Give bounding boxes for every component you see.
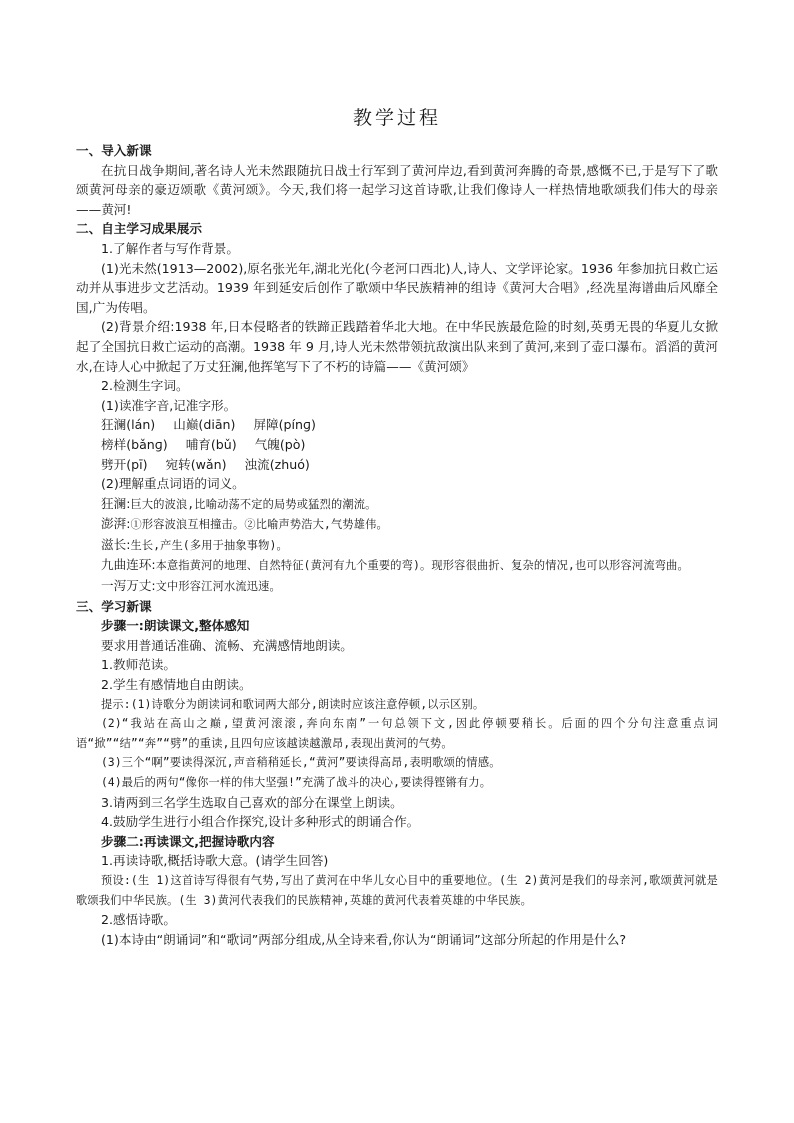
item-author-background: 1.了解作者与写作背景。 bbox=[101, 240, 239, 256]
section-heading-new-lesson: 三、学习新课 bbox=[76, 598, 152, 614]
definition-term: 九曲连环: bbox=[101, 557, 156, 573]
content-task: 2.感悟诗歌。 bbox=[101, 912, 176, 928]
document-body bbox=[76, 141, 718, 949]
vocab-row bbox=[76, 435, 718, 455]
vocab-row bbox=[76, 455, 718, 475]
vocab-word: 哺育(bǔ) bbox=[185, 436, 237, 452]
vocab-word: 浊流(zhuó) bbox=[244, 456, 310, 472]
step-two-heading: 步骤二:再读课文,把握诗歌内容 bbox=[101, 833, 275, 849]
vocab-read-instruction: (1)读准字音,记准字形。 bbox=[101, 397, 237, 413]
definition-term: 滋长: bbox=[101, 536, 131, 552]
definition-item bbox=[76, 494, 718, 515]
vocab-word: 屏障(pínɡ) bbox=[253, 417, 316, 433]
reading-tip: 提示:(1)诗歌分为朗读词和歌词两大部分,朗读时应该注意停顿,以示区别。 bbox=[101, 697, 485, 711]
reading-tip: (2)“我站在高山之巅,望黄河滚滚,奔向东南”一句总领下文,因此停顿要稍长。后面的四个分句注意重点词语“掀”“结”“奔”“劈”的重读,且四句应该越读越激昂,表现出黄河的气势。 bbox=[76, 717, 718, 750]
section-heading-self-study: 二、自主学习成果展示 bbox=[76, 221, 202, 237]
vocab-word: 气魄(pò) bbox=[254, 436, 306, 452]
author-paragraph: (1)光未然(1913—2002),原名张光年,湖北光化(今老河口西北)人,诗人、文学评论家。1936 年参加抗日救亡运动并从事进步文艺活动。1939 年到延安后创作了歌颂中华民族精神的组诗《黄河大合唱》,经冼星海谱曲后风靡全国,广为传唱。 bbox=[76, 260, 718, 315]
definition-item bbox=[76, 555, 718, 576]
page-title: 教学过程 bbox=[352, 107, 441, 129]
vocab-word: 劈开(pī) bbox=[101, 456, 148, 472]
reading-tip: (3)三个“啊”要读得深沉,声音稍稍延长,“黄河”要读得高昂,表明歌颂的情感。 bbox=[101, 756, 501, 770]
definition-item bbox=[76, 535, 718, 556]
question: (1)本诗由“朗诵词”和“歌词”两部分组成,从全诗来看,你认为“朗诵词”这部分所起的作用是什么? bbox=[101, 931, 627, 947]
vocab-meaning-instruction: (2)理解重点词语的词义。 bbox=[101, 476, 245, 492]
reading-step: 3.请两到三名学生选取自己喜欢的部分在课堂上朗读。 bbox=[101, 794, 403, 810]
reading-requirement: 要求用普通话准确、流畅、充满感情地朗读。 bbox=[101, 637, 353, 653]
vocab-word: 榜样(bǎnɡ) bbox=[101, 436, 168, 452]
step-one-heading: 步骤一:朗读课文,整体感知 bbox=[101, 618, 250, 634]
vocab-word: 狂澜(lán) bbox=[101, 417, 156, 433]
vocab-word: 宛转(wǎn) bbox=[165, 456, 227, 472]
section-heading-intro: 一、导入新课 bbox=[76, 143, 152, 158]
definition-term: 狂澜: bbox=[101, 495, 131, 511]
definition-item bbox=[76, 514, 718, 535]
reading-step: 1.教师范读。 bbox=[101, 657, 176, 673]
definition-term: 澎湃: bbox=[101, 516, 131, 532]
definition-text: 巨大的波浪,比喻动荡不定的局势或猛烈的潮流。 bbox=[130, 497, 377, 511]
reading-step: 2.学生有感情地自由朗读。 bbox=[101, 677, 252, 693]
vocab-row bbox=[76, 415, 718, 435]
definition-text: 生长,产生(多用于抽象事物)。 bbox=[130, 538, 288, 552]
reading-step: 4.鼓励学生进行小组合作探究,设计多种形式的朗诵合作。 bbox=[101, 814, 420, 830]
definition-item bbox=[76, 576, 718, 597]
background-paragraph: (2)背景介绍:1938 年,日本侵略者的铁蹄正践踏着华北大地。在中华民族最危险的时刻,英勇无畏的华夏儿女掀起了全国抗日救亡运动的高潮。1938 年 9 月,诗人光未然带领抗敌演出队来到了黄河,来到了壶口瀑布。滔滔的黄河水,在诗人心中掀起了万丈狂澜,他挥笔写下了不朽的诗篇——《黄河颂》 bbox=[76, 319, 718, 374]
item-vocab-check: 2.检测生字词。 bbox=[101, 378, 189, 394]
content-task: 1.再读诗歌,概括诗歌大意。(请学生回答) bbox=[101, 853, 329, 869]
preset-answer: 预设:(生 1)这首诗写得很有气势,写出了黄河在中华儿女心目中的重要地位。(生 2)黄河是我们的母亲河,歌颂黄河就是歌颂我们中华民族。(生 3)黄河代表我们的民族精神,英雄的黄河代表着英雄的中华民族。 bbox=[76, 873, 718, 907]
vocab-word: 山巅(diān) bbox=[173, 417, 236, 433]
definition-term: 一泻万丈: bbox=[101, 578, 156, 594]
definition-text: ①形容波浪互相撞击。②比喻声势浩大,气势雄伟。 bbox=[130, 518, 388, 532]
reading-tip: (4)最后的两句“像你一样的伟大坚强!”充满了战斗的决心,要读得铿锵有力。 bbox=[101, 776, 492, 789]
definition-text: 文中形容江河水流迅速。 bbox=[155, 580, 281, 594]
intro-paragraph: 在抗日战争期间,著名诗人光未然跟随抗日战士行军到了黄河岸边,看到黄河奔腾的奇景,感慨不已,于是写下了歌颂黄河母亲的豪迈颂歌《黄河颂》。今天,我们将一起学习这首诗歌,让我们像诗人一样热情地歌颂我们伟大的母亲——黄河! bbox=[76, 162, 718, 217]
definition-text: 本意指黄河的地理、自然特征(黄河有九个重要的弯)。现形容很曲折、复杂的情况,也可以形容河流弯曲。 bbox=[155, 559, 689, 573]
